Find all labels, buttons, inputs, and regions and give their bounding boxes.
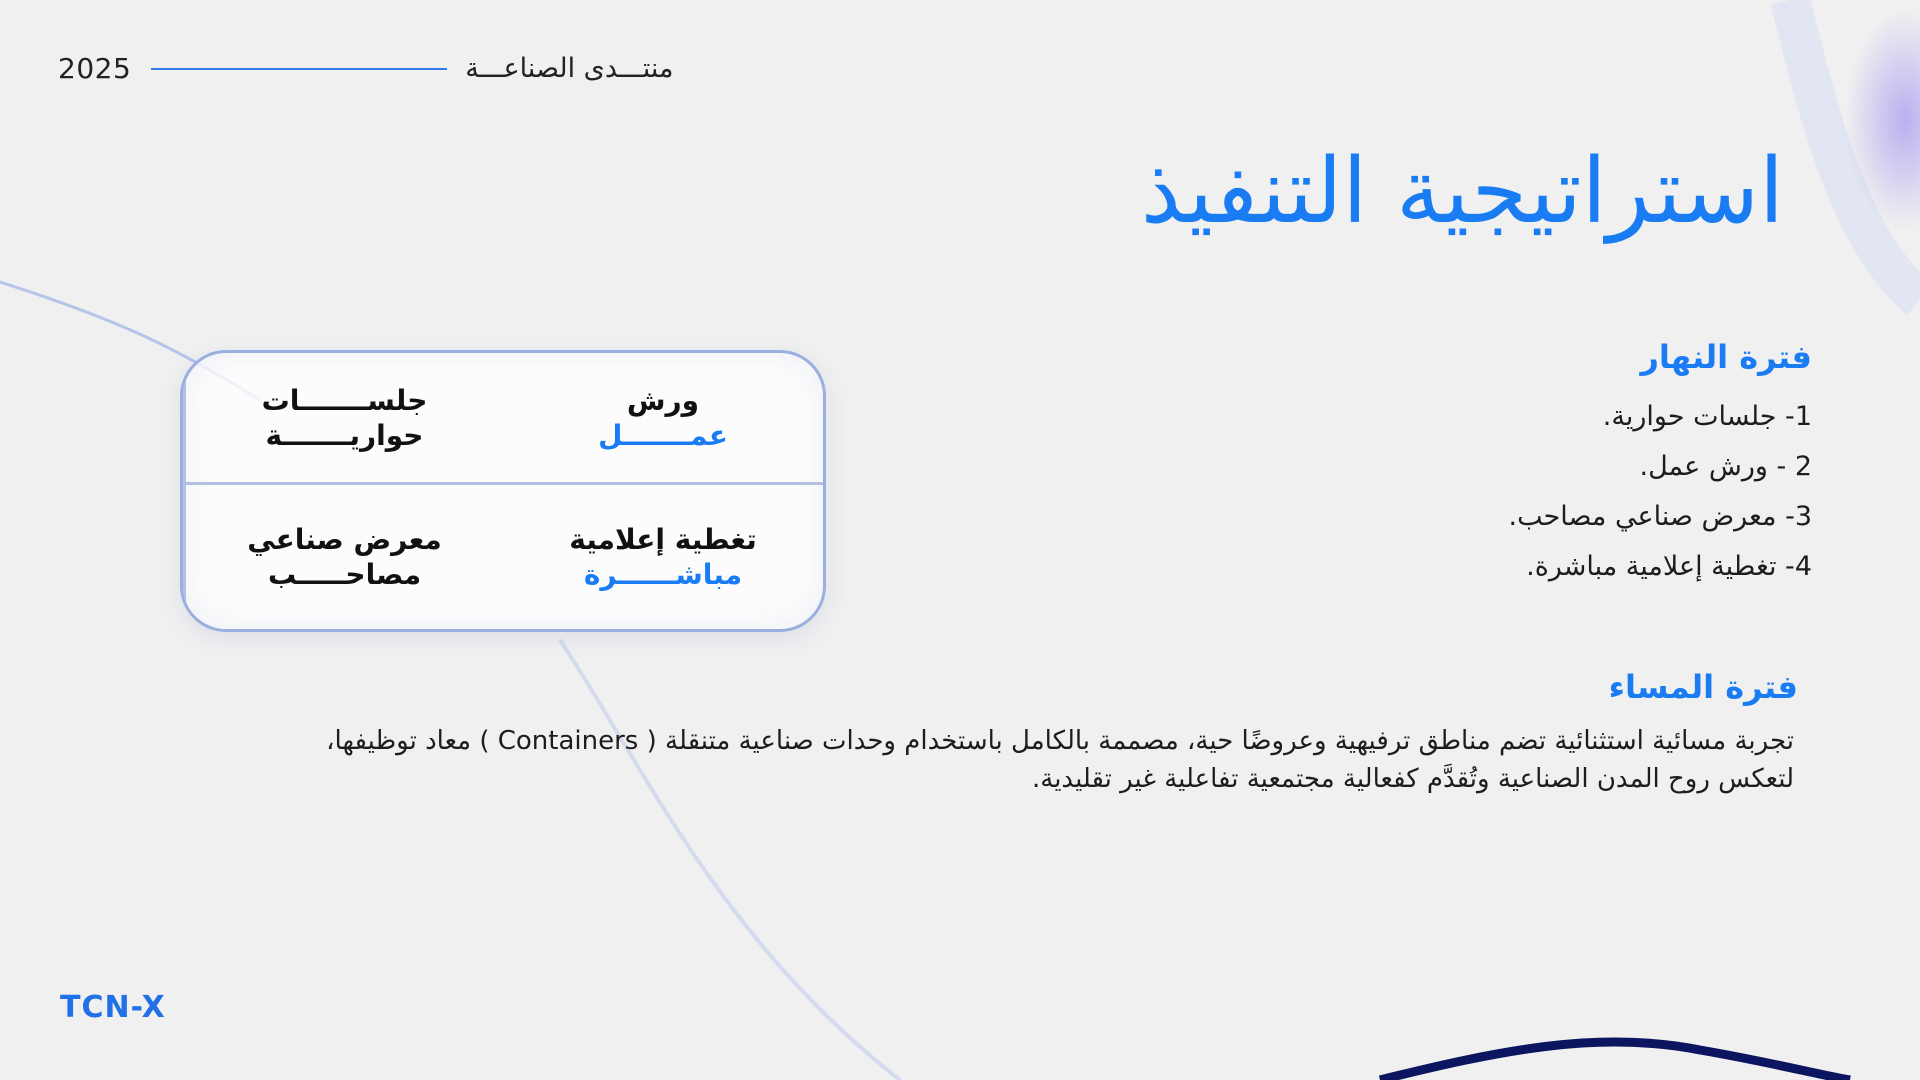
card-cell-line: تغطية إعلامية [569,523,757,556]
header-divider [151,68,447,70]
card-cell-line: ورش [626,383,700,417]
day-period-list [1508,392,1812,592]
list-item: 2 - ورش عمل. [1639,451,1812,482]
list-item: 3- معرض صناعي مصاحب. [1508,501,1812,532]
header-forum-name: منتـــدى الصناعـــة [465,53,674,84]
card-cell-line: معرض صناعي [247,523,442,556]
card-cell-line: مباشــــــرة [583,558,743,591]
evening-period-heading: فترة المساء [1608,668,1798,706]
card-cell-workshops [503,353,823,485]
card-cell-sessions [183,353,503,485]
page-title: استراتيجية التنفيذ [1140,139,1784,244]
card-cell-media-coverage [503,485,823,629]
card-cell-exhibition [183,485,503,629]
card-cell-line: جلســـــــات [261,383,428,417]
evening-period-description: تجربة مسائية استثنائية تضم مناطق ترفيهية وعروضًا حية، مصممة بالكامل باستخدام وحدات صناعية متنقلة ( Containers ) معاد توظيفها، لتعكس روح المدن الصناعية وتُقدَّم كفعالية مجتمعية تفاعلية غير تقليدية. [326,726,1794,794]
list-item: 4- تغطية إعلامية مباشرة. [1526,551,1812,582]
card-cell-line: مصاحـــــب [267,558,422,591]
card-cell-line: حواريـــــــة [265,418,424,452]
brand-logo: TCN-X [60,990,166,1025]
activities-card [180,350,826,632]
day-period-heading: فترة النهار [1640,338,1812,376]
card-cell-line: عمـــــــل [598,418,728,452]
header-bar [58,52,673,85]
list-item: 1- جلسات حوارية. [1602,401,1812,432]
header-year: 2025 [58,52,132,85]
